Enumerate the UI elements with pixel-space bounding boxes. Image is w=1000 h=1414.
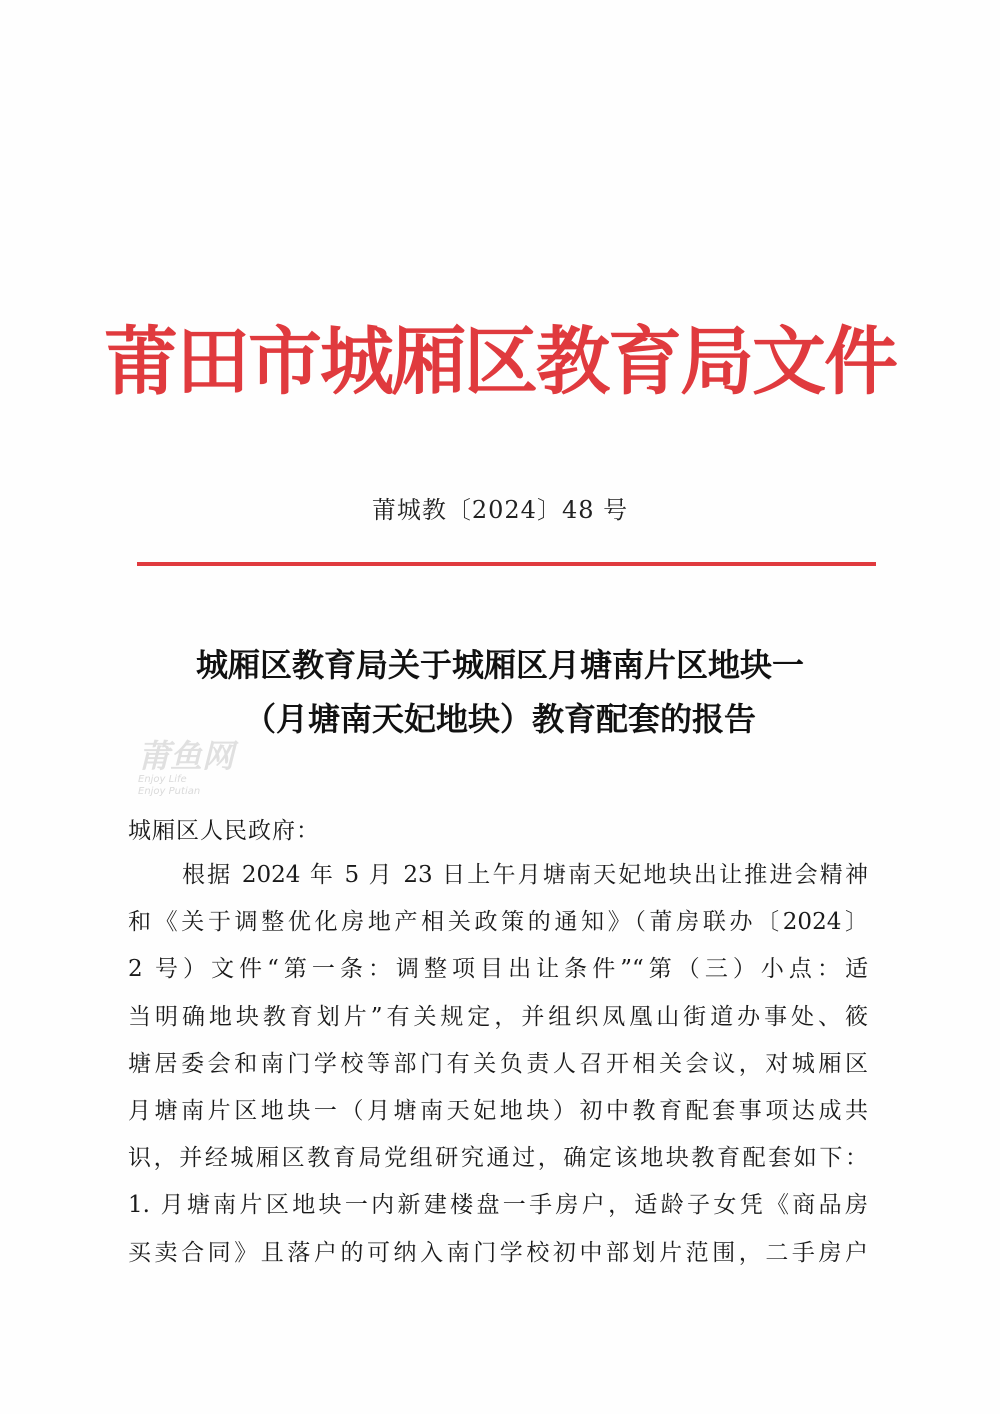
body-line: 当明确地块教育划片”有关规定，并组织凤凰山街道办事处、筱 (128, 1003, 868, 1030)
document-number: 莆城教〔2024〕48 号 (371, 496, 629, 524)
body-line: 月塘南片区地块一（月塘南天妃地块）初中教育配套事项达成共 (128, 1097, 868, 1124)
masthead-title: 莆田市城厢区教育局文件 (104, 319, 896, 405)
watermark-slogan-1: Enjoy Life (138, 774, 187, 785)
site-watermark (138, 738, 258, 808)
body-line: 塘居委会和南门学校等部门有关负责人召开相关会议，对城厢区 (128, 1050, 868, 1077)
report-title-line-1: 城厢区教育局关于城厢区月塘南片区地块一 (195, 646, 804, 684)
watermark-slogan-2: Enjoy Putian (138, 786, 201, 797)
salutation: 城厢区人民政府： (128, 818, 320, 844)
report-body (128, 852, 868, 1277)
body-line: 识，并经城厢区教育局党组研究通过，确定该地块教育配套如下： (128, 1145, 868, 1172)
red-divider-line (137, 562, 876, 566)
body-line: 2 号）文件“第一条：调整项目出让条件”“第（三）小点：适 (128, 956, 868, 983)
body-line: 根据 2024 年 5 月 23 日上午月塘南天妃地块出让推进会精神 (182, 862, 868, 888)
report-title (100, 638, 900, 746)
watermark-logo-text: 莆鱼网 (138, 737, 235, 775)
body-line: 和《关于调整优化房地产相关政策的通知》（莆房联办〔2024〕 (128, 909, 868, 936)
body-line: 买卖合同》且落户的可纳入南门学校初中部划片范围，二手房户 (128, 1239, 868, 1266)
report-title-line-2: （月塘南天妃地块）教育配套的报告 (243, 700, 756, 738)
body-line: 1. 月塘南片区地块一内新建楼盘一手房户，适龄子女凭《商品房 (128, 1192, 868, 1219)
